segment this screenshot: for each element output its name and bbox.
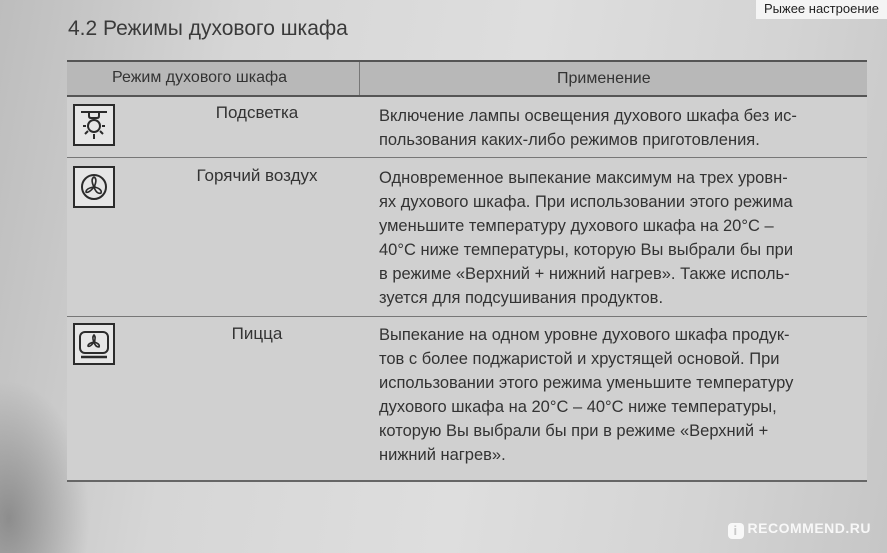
watermark-badge: i <box>728 523 744 539</box>
table-header <box>67 62 867 97</box>
mode-name-hot-air: Горячий воздух <box>196 166 318 185</box>
header-use: Применение <box>557 70 651 87</box>
mode-name-light: Подсветка <box>215 103 299 122</box>
pizza-mode-icon <box>73 323 115 365</box>
user-name-label: Рыжее настроение <box>756 0 887 19</box>
watermark-text: RECOMMEND.RU <box>747 520 871 536</box>
header-mode: Режим духового шкафа <box>112 69 288 86</box>
mode-description-hot-air: Одновременное выпекание максимум на трех уровн- ях духового шкафа. При использовании этого режима уменьшите температуру духового шкафа на 20°C – 40°C ниже температуры, которую Вы выбрали бы при в режиме «Верхний + нижний нагрев». Также исполь- зуется для подсушивания продуктов. <box>379 169 794 307</box>
mode-name-pizza: Пицца <box>231 324 283 343</box>
mode-description-light: Включение лампы освещения духового шкафа без ис- пользования каких-либо режимов приготовления. <box>379 107 797 149</box>
hot-air-fan-icon <box>73 166 115 208</box>
oven-modes-table <box>67 60 867 482</box>
header-divider <box>359 62 360 95</box>
site-watermark <box>728 520 871 539</box>
table-row-pizza <box>67 317 867 480</box>
table-row-hot-air <box>67 158 867 317</box>
mode-description-pizza: Выпекание на одном уровне духового шкафа продук- тов с более поджаристой и хрустящей основой. При использовании этого режима уменьшите температуру духового шкафа на 20°C – 40°C ниже температуры, которую Вы выбрали бы при в режиме «Верхний + нижний нагрев». <box>379 326 794 464</box>
oven-light-icon <box>73 104 115 146</box>
table-row-light <box>67 97 867 158</box>
section-title: 4.2 Режимы духового шкафа <box>68 17 348 40</box>
